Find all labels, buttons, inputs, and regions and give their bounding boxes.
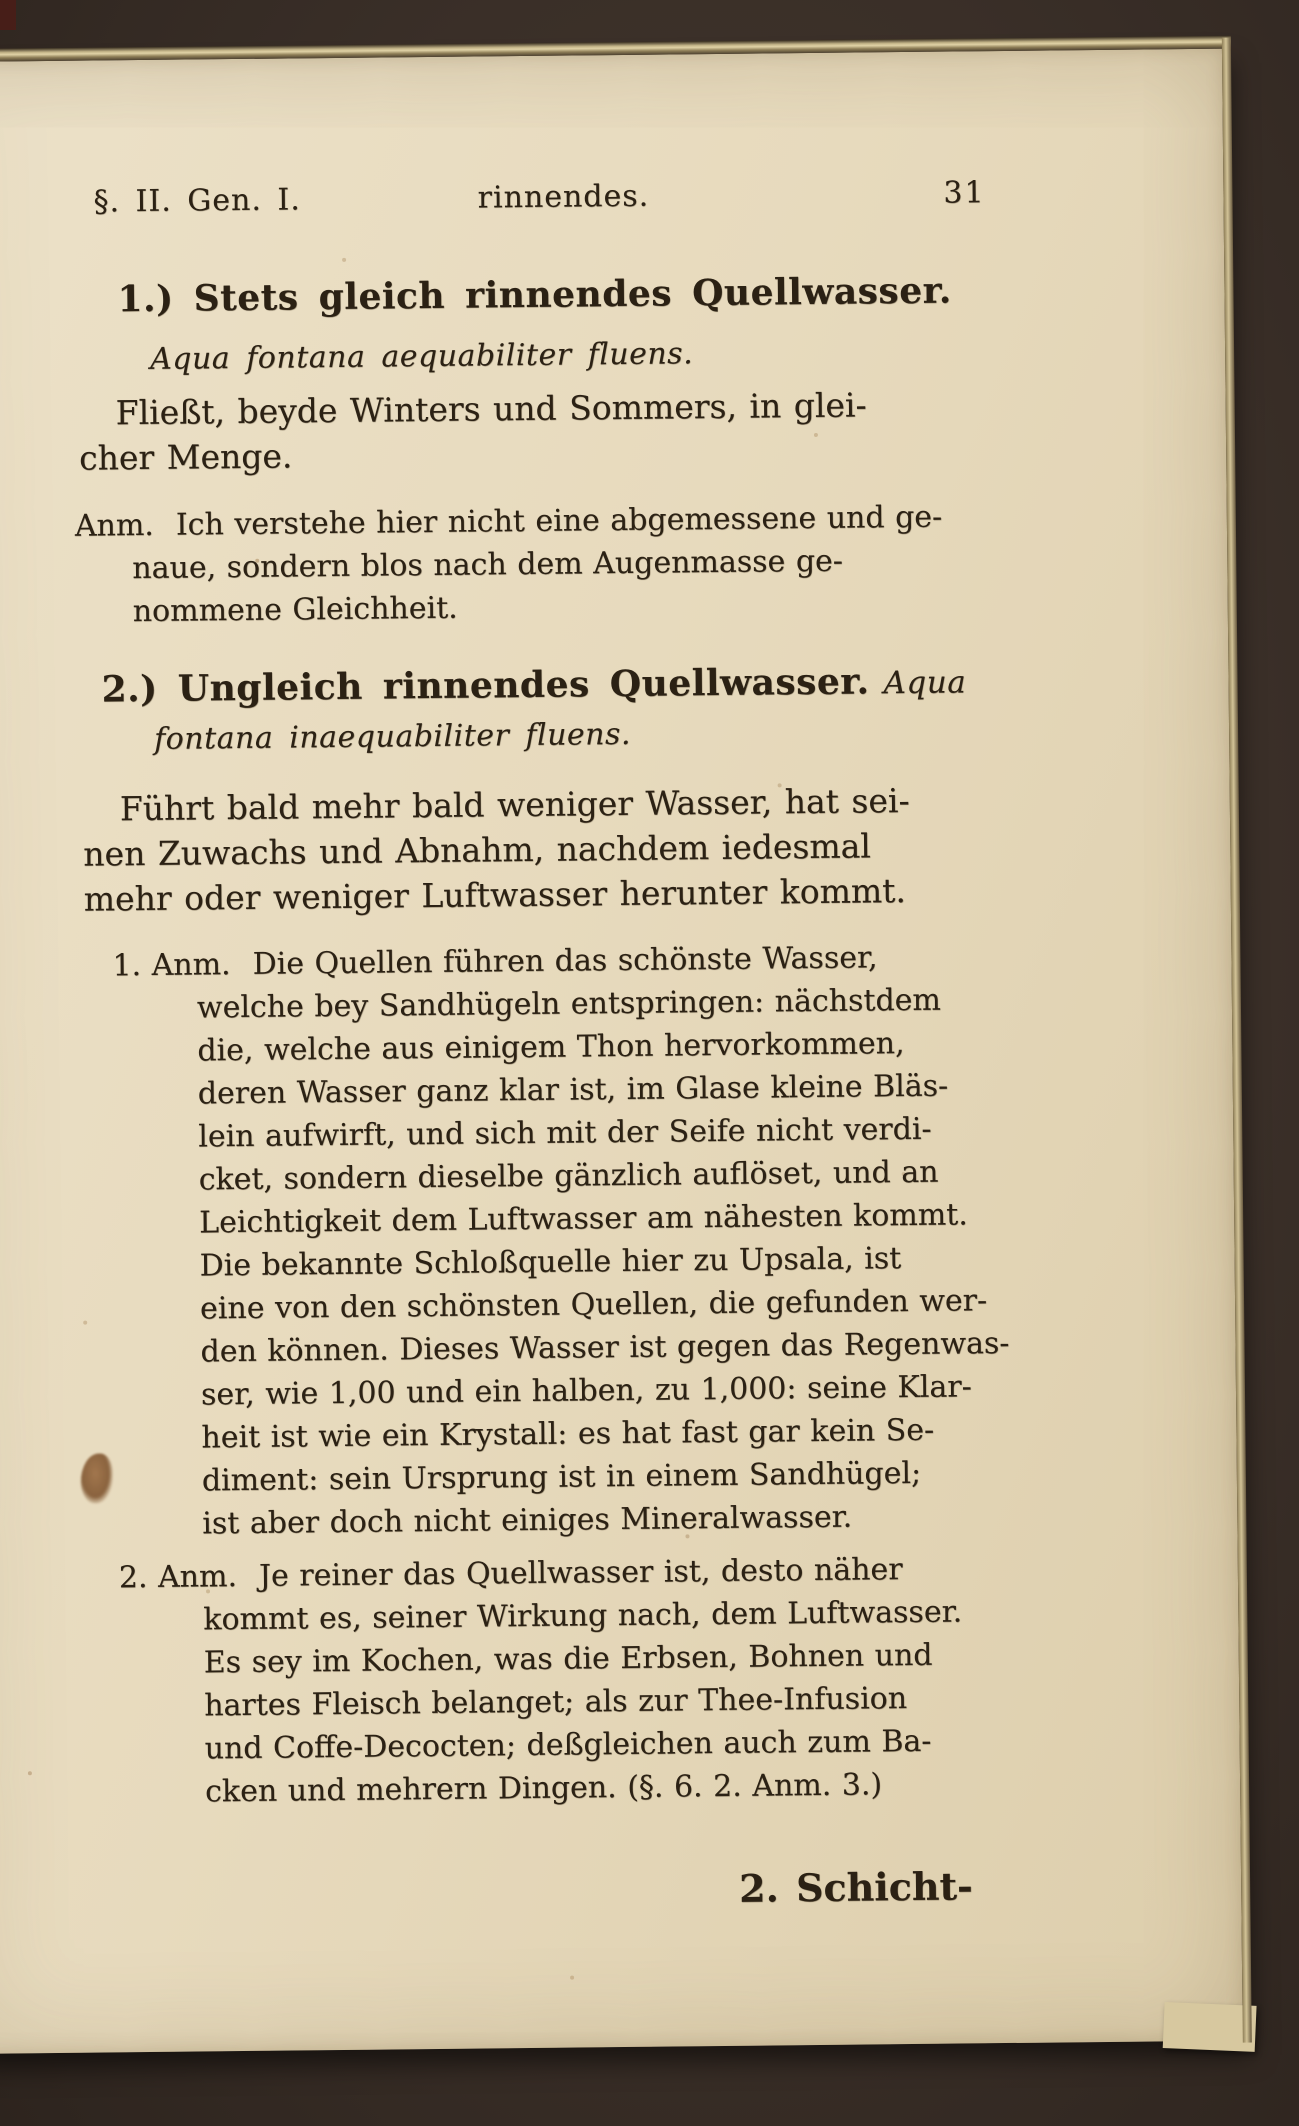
text-line: naue, sondern blos nach dem Augenmasse ge- [132, 543, 844, 587]
text-line: diment: sein Ursprung ist in einem Sandhügel; [201, 1455, 922, 1499]
text-line: Leichtigkeit dem Luftwasser am nähesten kommt. [198, 1197, 968, 1241]
entry-1-annotation [75, 496, 944, 634]
text-line: Fließt, beyde Winters und Sommers, in glei- [115, 385, 867, 433]
text-line: cket, sondern dieselbe gänzlich auflöset, und an [198, 1154, 939, 1198]
text-line: Es sey im Kochen, was die Erbsen, Bohnen und [203, 1637, 933, 1681]
text-line: hartes Fleisch belanget; als zur Thee-Infusion [204, 1681, 908, 1724]
book-block-fore-edge [1222, 38, 1252, 2043]
text-line: heit ist wie ein Krystall: es hat fast gar kein Se- [201, 1412, 935, 1456]
text-line: Führt bald mehr bald weniger Wasser, hat sei- [119, 780, 910, 829]
text-line: kommt es, seiner Wirkung nach, dem Luftwasser. [203, 1594, 963, 1638]
text-line: eine von den schönsten Quellen, die gefunden wer- [199, 1283, 988, 1327]
entry-1-latin-name: Aqua fontana aequabiliter fluens. [149, 336, 694, 377]
text-line: nen Zuwachs und Abnahm, nachdem iedesmal [83, 826, 872, 874]
book-block-top-edge [0, 36, 1231, 62]
entry-2-heading [101, 659, 966, 710]
annotation-text: Die Quellen führen das schönste Wasser, [252, 940, 878, 982]
text-line: die, welche aus einigem Thon hervorkommen, [197, 1026, 905, 1069]
annotation-text: Je reiner das Quellwasser ist, desto näher [258, 1552, 903, 1594]
text-line: cken und mehrern Dingen. (§. 6. 2. Anm. 3.) [204, 1767, 883, 1810]
entry-2-paragraph [83, 778, 911, 922]
header-running-title: rinnendes. [477, 178, 650, 216]
book-page [0, 49, 1243, 2054]
text-line: ser, wie 1,00 und ein halben, zu 1,000: seine Klar- [200, 1369, 972, 1413]
text-line: mehr oder weniger Luftwasser herunter kommt. [83, 871, 907, 919]
entry-2-latin-name: fontana inaequabiliter fluens. [153, 716, 632, 757]
text-line: cher Menge. [78, 436, 293, 478]
text-line: lein aufwirft, und sich mit der Seife nicht verdi- [198, 1111, 932, 1155]
annotation-label: 2. Anm. [118, 1559, 238, 1596]
catchword: 2. Schicht- [738, 1863, 974, 1911]
annotation-label: 1. Anm. [112, 947, 231, 984]
text-line: welche bey Sandhügeln entspringen: nächstdem [196, 982, 942, 1026]
entry-1-paragraph [78, 382, 867, 480]
entry-2-heading-text: 2.) Ungleich rinnendes Quellwasser. [101, 660, 870, 711]
text-line: und Coffe-Decocten; deßgleichen auch zum Ba- [204, 1723, 932, 1767]
text-line: deren Wasser ganz klar ist, im Glase kleine Bläs- [197, 1068, 949, 1112]
text-line: ist aber doch nicht einiges Mineralwasser. [202, 1499, 853, 1542]
binding-corner-sliver [0, 0, 16, 30]
text-line: den können. Dieses Wasser ist gegen das Regenwas- [200, 1325, 1010, 1370]
entry-1-heading: 1.) Stets gleich rinnendes Quellwasser. [117, 269, 953, 321]
entry-2-latin-start: Aqua [883, 664, 967, 702]
page-header [0, 173, 1224, 232]
margin-ink-blot [81, 1453, 114, 1503]
text-line: Die bekannte Schloßquelle hier zu Upsala, ist [199, 1241, 902, 1284]
header-page-number: 31 [943, 175, 986, 211]
text-line: nommene Gleichheit. [132, 590, 458, 630]
annotation-text: Ich verstehe hier nicht eine abgemessene und ge- [175, 499, 943, 543]
entry-2-annotation-1 [112, 935, 1011, 1546]
header-section-label: §. II. Gen. I. [93, 182, 302, 220]
annotation-label: Anm. [74, 507, 155, 544]
entry-2-annotation-2 [119, 1547, 965, 1814]
